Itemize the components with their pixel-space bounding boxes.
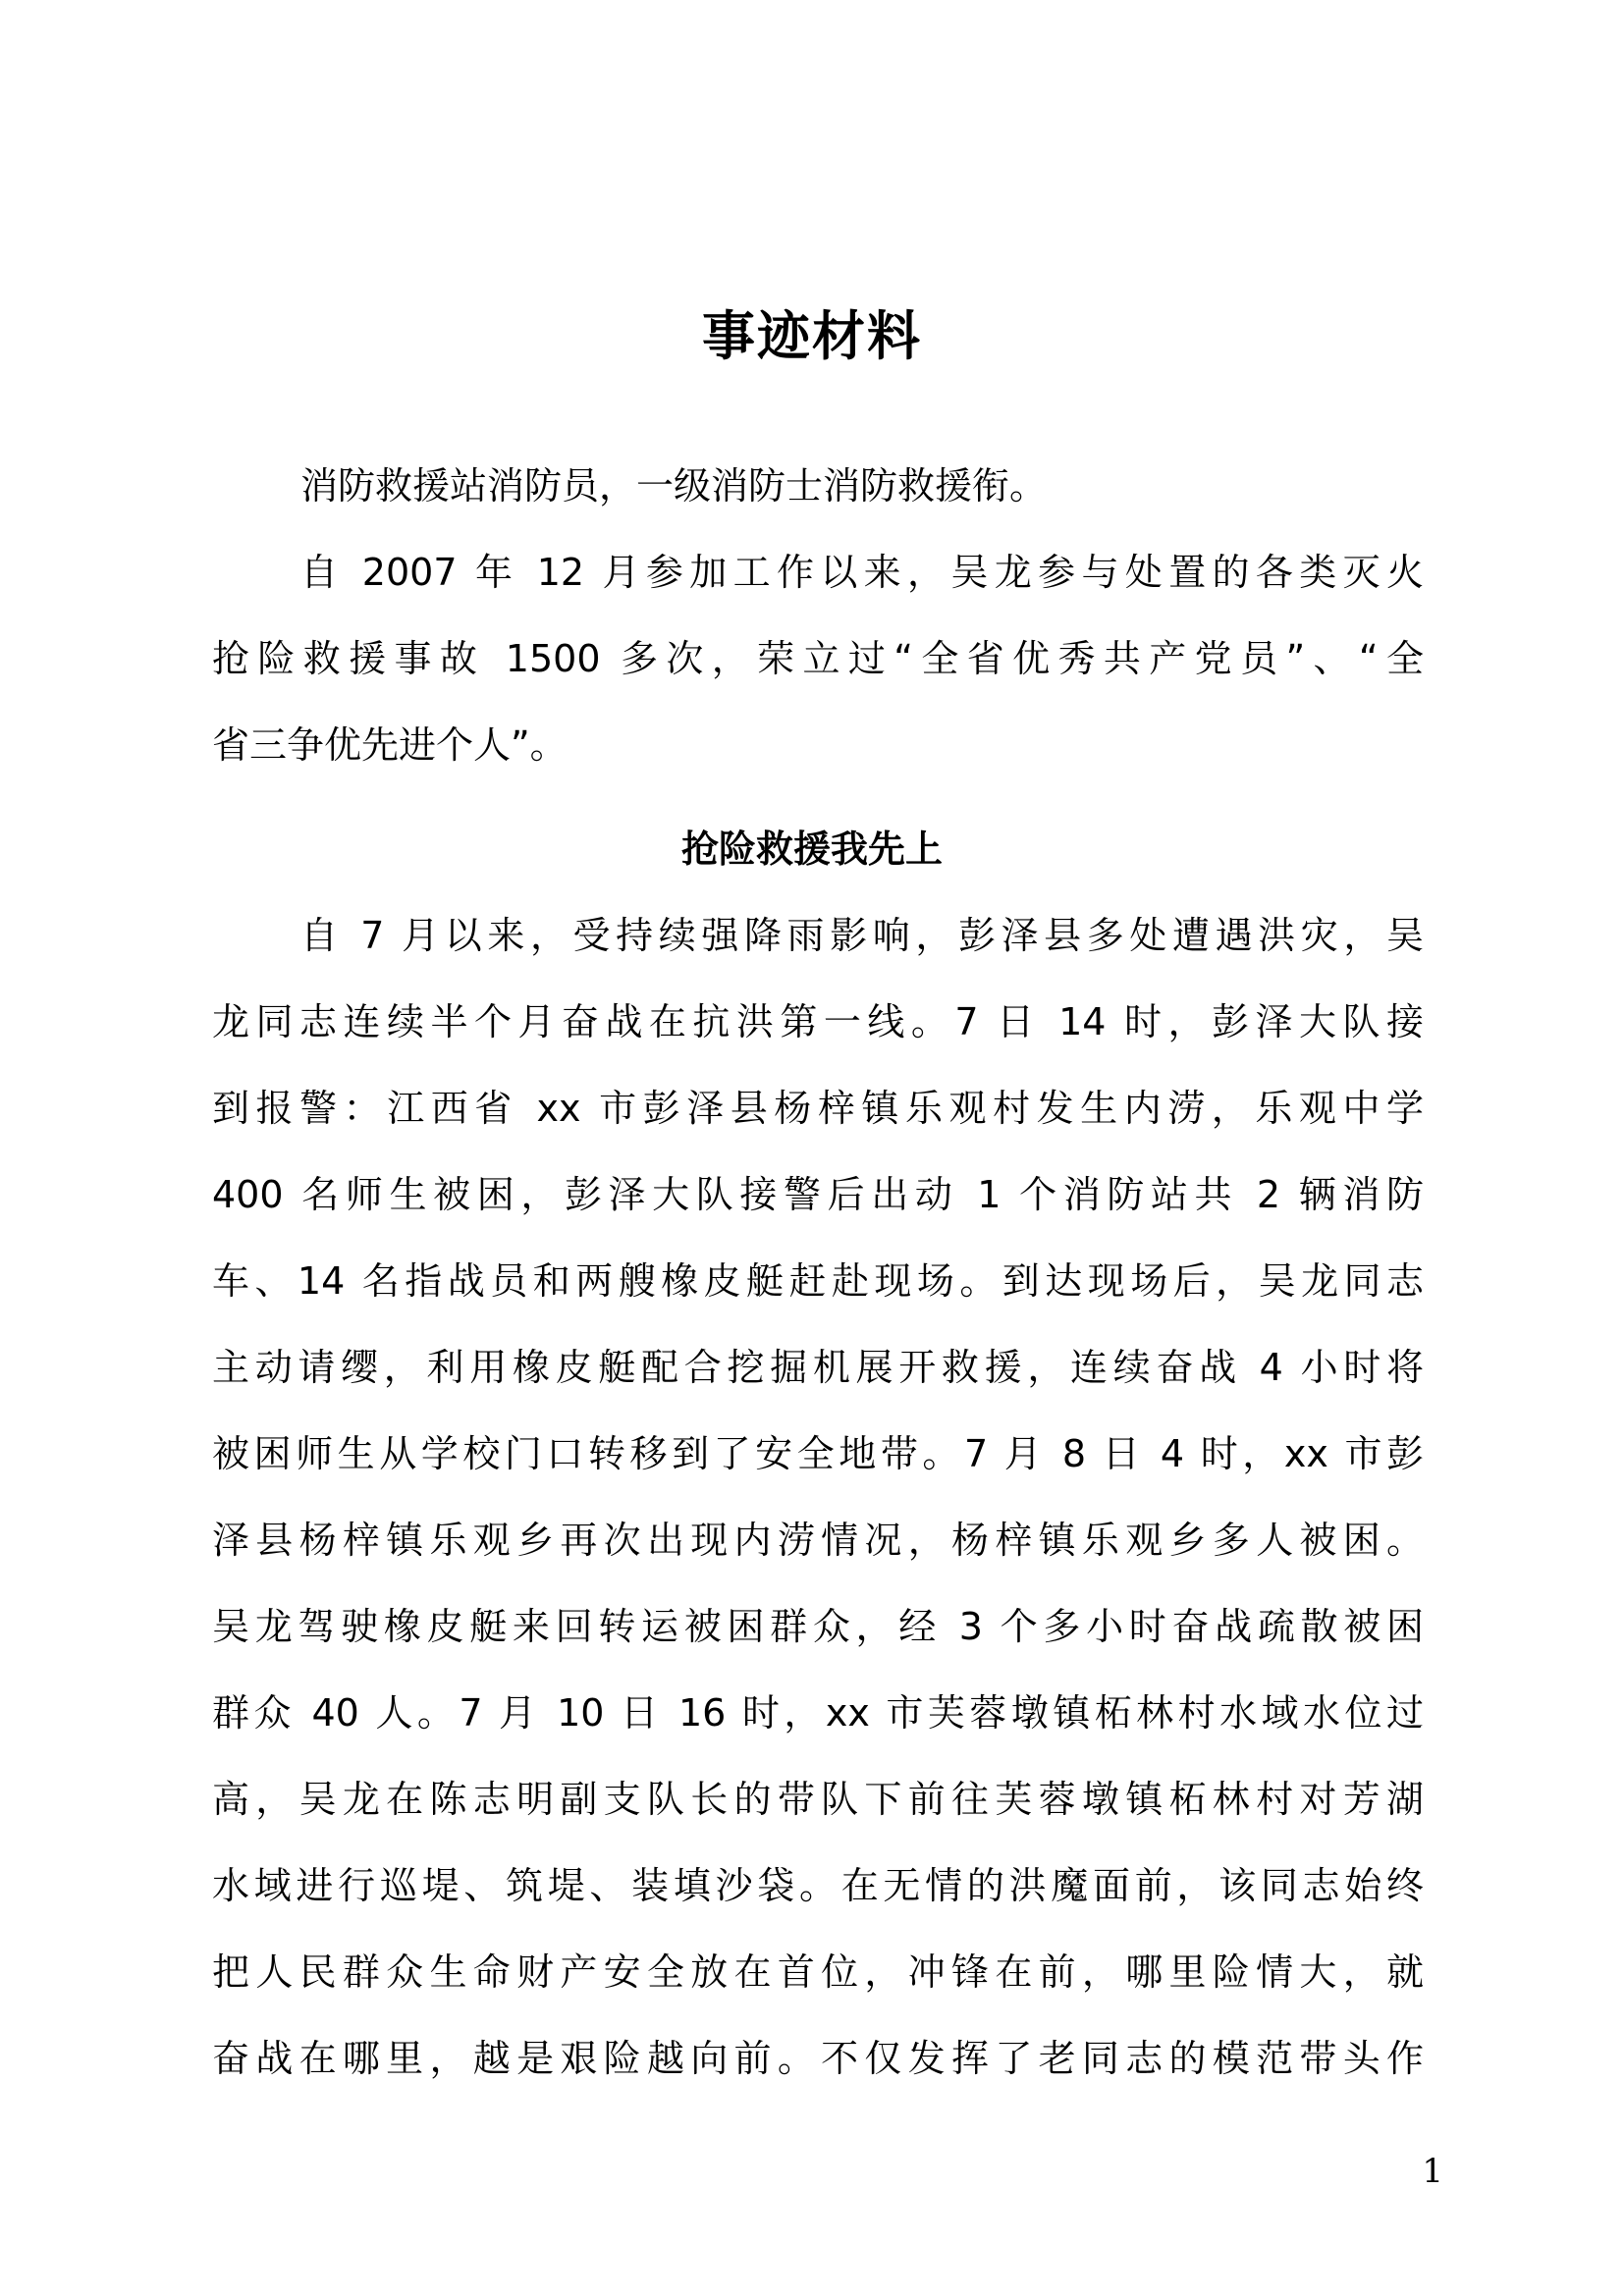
paragraph-2-line-13: 把人民群众生命财产安全放在首位，冲锋在前，哪里险情大，就 — [212, 1950, 1424, 1994]
intro-line: 消防救援站消防员，一级消防士消防救援衔。 — [300, 464, 1048, 507]
document-title: 事迹材料 — [702, 305, 922, 367]
paragraph-1-line-1: 自 2007 年 12 月参加工作以来，吴龙参与处置的各类灭火 — [300, 551, 1424, 594]
paragraph-2-line-2: 龙同志连续半个月奋战在抗洪第一线。7 日 14 时，彭泽大队接 — [212, 1000, 1424, 1043]
page-number: 1 — [1422, 2152, 1443, 2191]
paragraph-2-line-11: 高，吴龙在陈志明副支队长的带队下前往芙蓉墩镇柘林村对芳湖 — [212, 1778, 1424, 1821]
paragraph-2-line-3: 到报警：江西省 xx 市彭泽县杨梓镇乐观村发生内涝，乐观中学 — [212, 1087, 1424, 1130]
paragraph-2-line-14: 奋战在哪里，越是艰险越向前。不仅发挥了老同志的模范带头作 — [212, 2037, 1424, 2080]
section-heading: 抢险救援我先上 — [680, 828, 943, 871]
paragraph-2-line-9: 吴龙驾驶橡皮艇来回转运被困群众，经 3 个多小时奋战疏散被困 — [212, 1605, 1424, 1648]
paragraph-1-line-3: 省三争优先进个人”。 — [212, 723, 568, 767]
paragraph-2-line-1: 自 7 月以来，受持续强降雨影响，彭泽县多处遭遇洪灾，吴 — [300, 914, 1424, 957]
paragraph-2-line-12: 水域进行巡堤、筑堤、装填沙袋。在无情的洪魔面前，该同志始终 — [212, 1864, 1424, 1907]
paragraph-2-line-7: 被困师生从学校门口转移到了安全地带。7 月 8 日 4 时，xx 市彭 — [212, 1432, 1424, 1475]
paragraph-1-line-2: 抢险救援事故 1500 多次，荣立过“全省优秀共产党员”、“全 — [212, 637, 1424, 680]
paragraph-2-line-6: 主动请缨，利用橡皮艇配合挖掘机展开救援，连续奋战 4 小时将 — [212, 1346, 1424, 1389]
paragraph-2-line-8: 泽县杨梓镇乐观乡再次出现内涝情况，杨梓镇乐观乡多人被困。 — [212, 1519, 1424, 1562]
paragraph-2-line-5: 车、14 名指战员和两艘橡皮艇赶赴现场。到达现场后，吴龙同志 — [212, 1259, 1424, 1303]
paragraph-2-line-4: 400 名师生被困，彭泽大队接警后出动 1 个消防站共 2 辆消防 — [212, 1173, 1424, 1216]
paragraph-2-line-10: 群众 40 人。7 月 10 日 16 时，xx 市芙蓉墩镇柘林村水域水位过 — [212, 1691, 1424, 1735]
